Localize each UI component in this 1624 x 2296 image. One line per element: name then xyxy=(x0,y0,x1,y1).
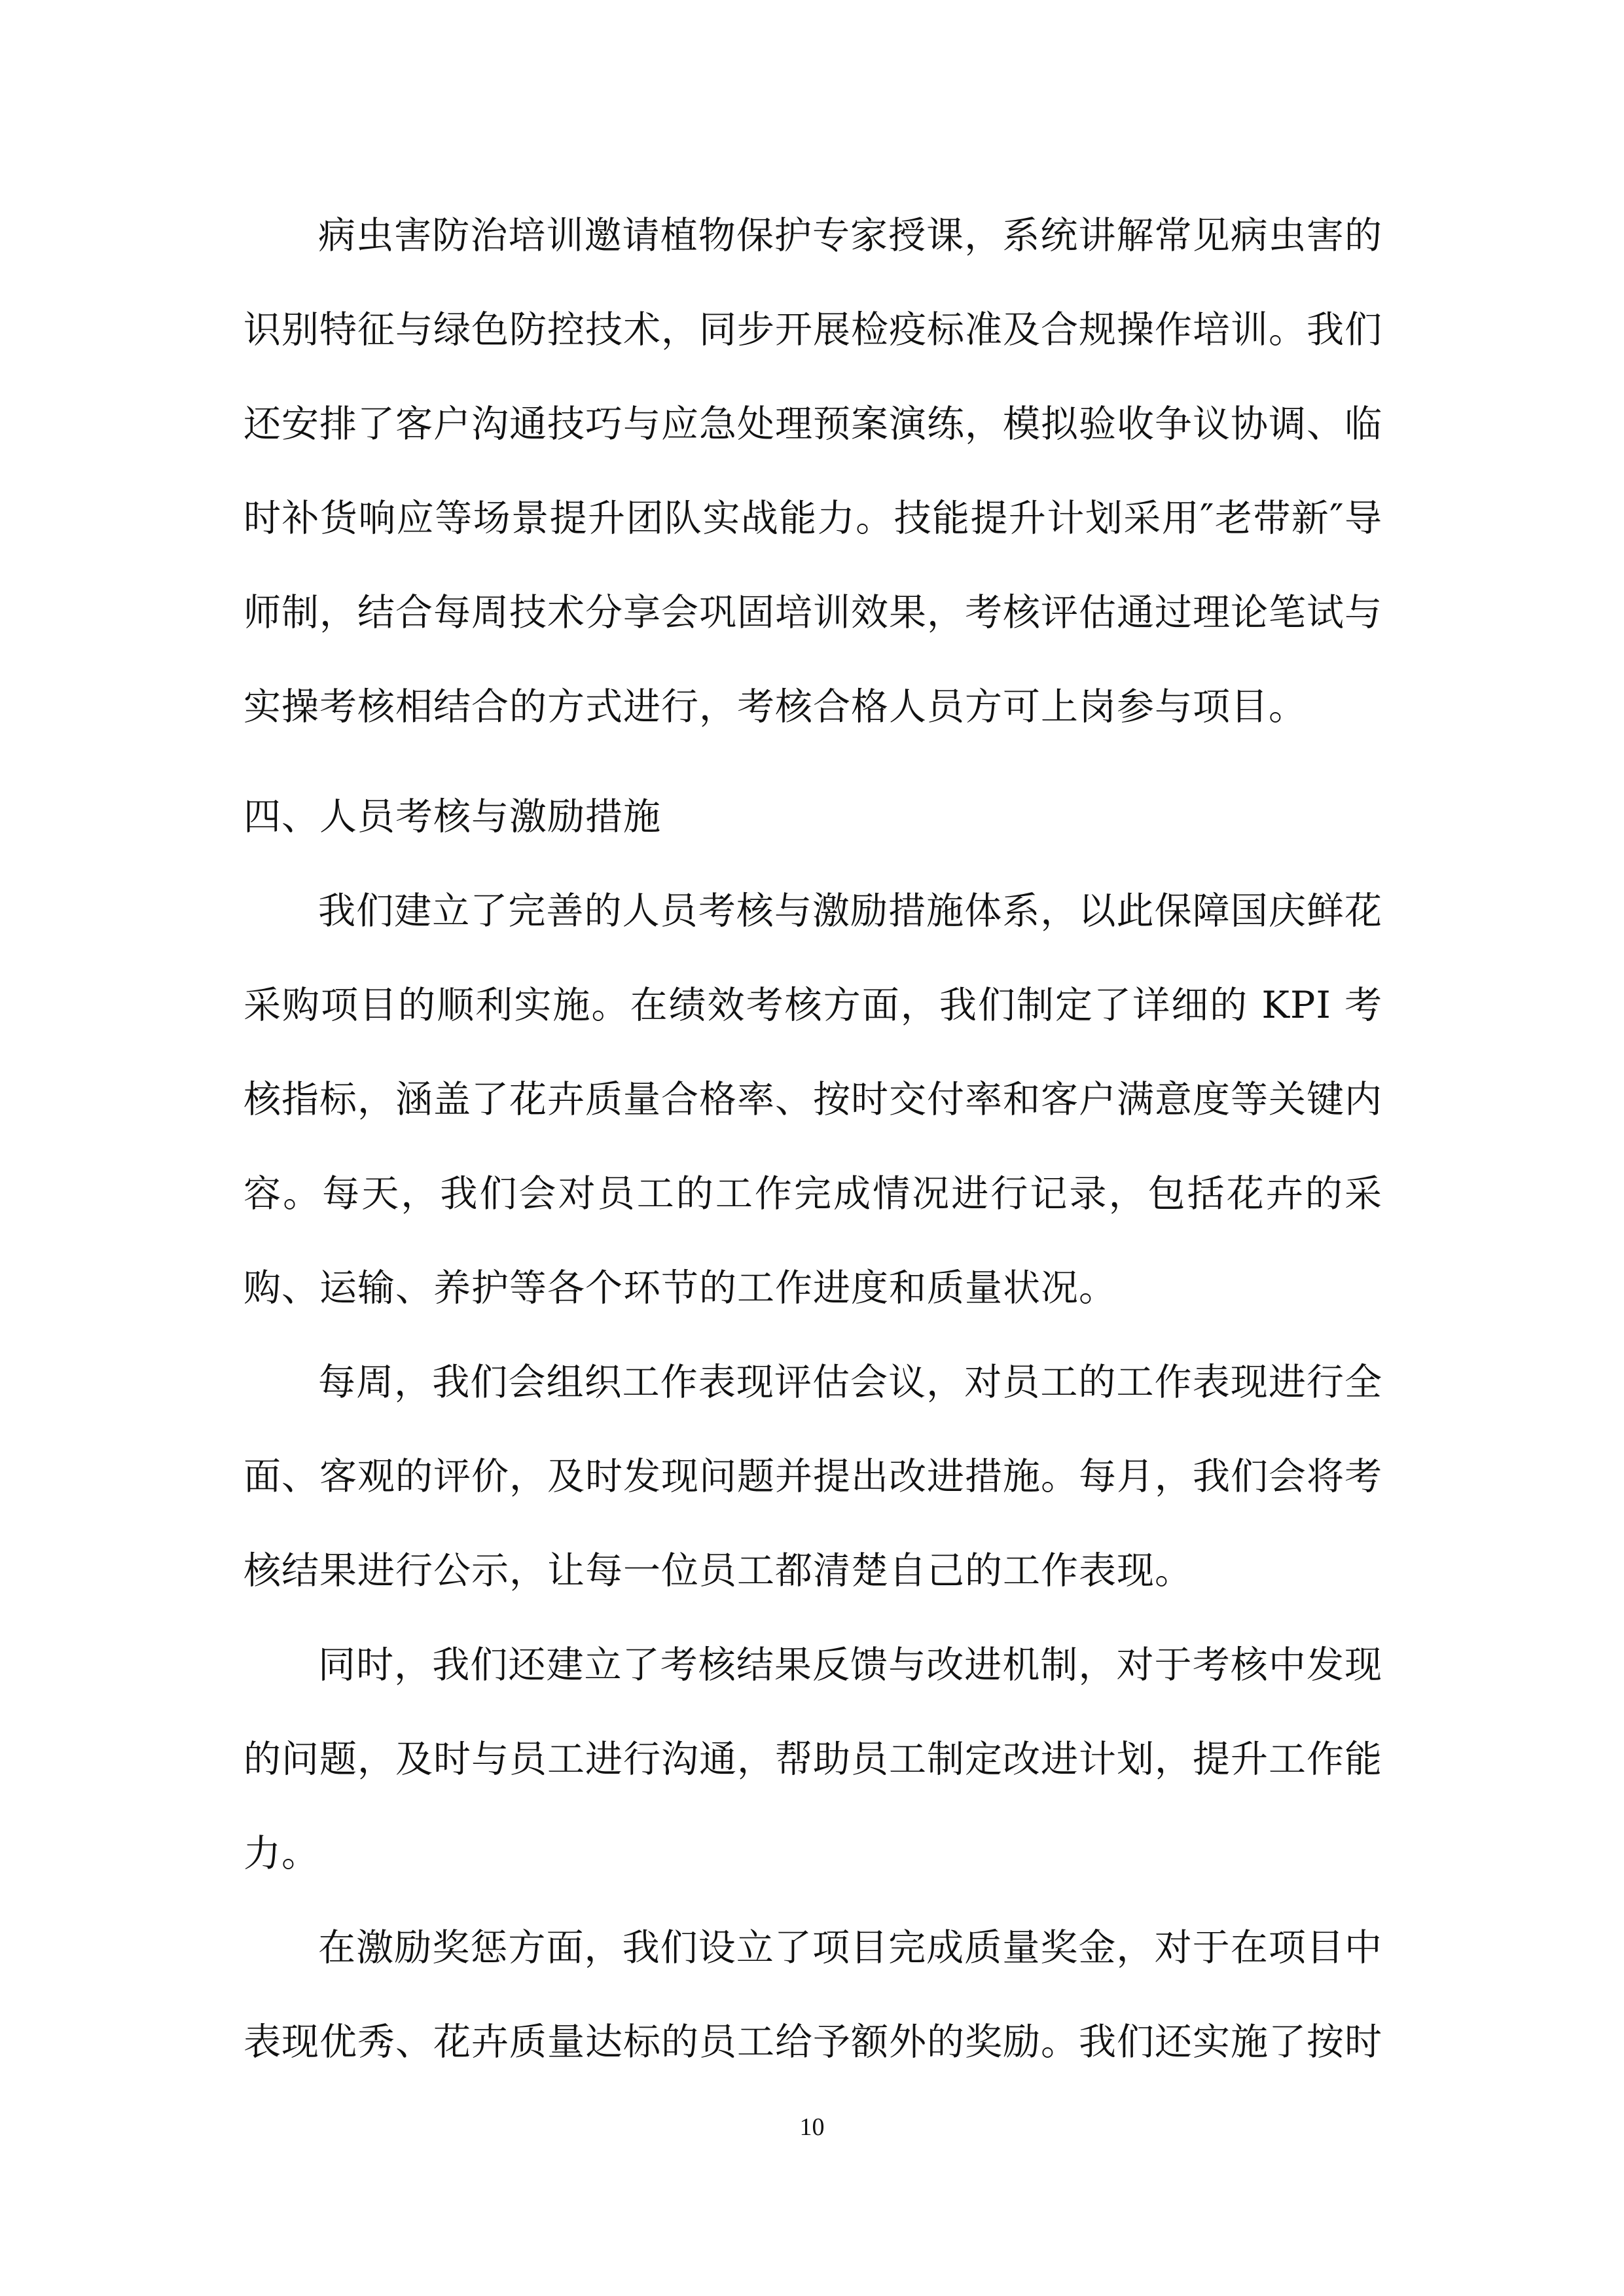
body-text-top xyxy=(244,188,1382,754)
paragraph-feedback: 同时，我们还建立了考核结果反馈与改进机制，对于考核中发现的问题，及时与员工进行沟通，帮助员工制定改进计划，提升工作能力。 xyxy=(244,1643,1382,1875)
body-text-main xyxy=(244,770,1382,2089)
paragraph-training: 病虫害防治培训邀请植物保护专家授课，系统讲解常见病虫害的识别特征与绿色防控技术，同步开展检疫标准及合规操作培训。我们还安排了客户沟通技巧与应急处理预案演练，模拟验收争议协调、临时补货响应等场景提升团队实战能力。技能提升计划采用″老带新″导师制，结合每周技术分享会巩固培训效果，考核评估通过理论笔试与实操考核相结合的方式进行，考核合格人员方可上岗参与项目。 xyxy=(244,214,1382,728)
section-heading: 四、人员考核与激励措施 xyxy=(244,795,661,838)
paragraph-kpi: 我们建立了完善的人员考核与激励措施体系，以此保障国庆鲜花采购项目的顺利实施。在绩效考核方面，我们制定了详细的 KPI 考核指标，涵盖了花卉质量合格率、按时交付率和客户满意度等关键内容。每天，我们会对员工的工作完成情况进行记录，包括花卉的采购、运输、养护等各个环节的工作进度和质量状况。 xyxy=(244,889,1382,1310)
page-number: 10 xyxy=(799,2113,825,2141)
paragraph-incentives: 在激励奖惩方面，我们设立了项目完成质量奖金，对于在项目中表现优秀、花卉质量达标的员工给予额外的奖励。我们还实施了按时 xyxy=(244,1926,1382,2064)
paragraph-weekly-review: 每周，我们会组织工作表现评估会议，对员工的工作表现进行全面、客观的评价，及时发现问题并提出改进措施。每月，我们会将考核结果进行公示，让每一位员工都清楚自己的工作表现。 xyxy=(244,1361,1382,1592)
